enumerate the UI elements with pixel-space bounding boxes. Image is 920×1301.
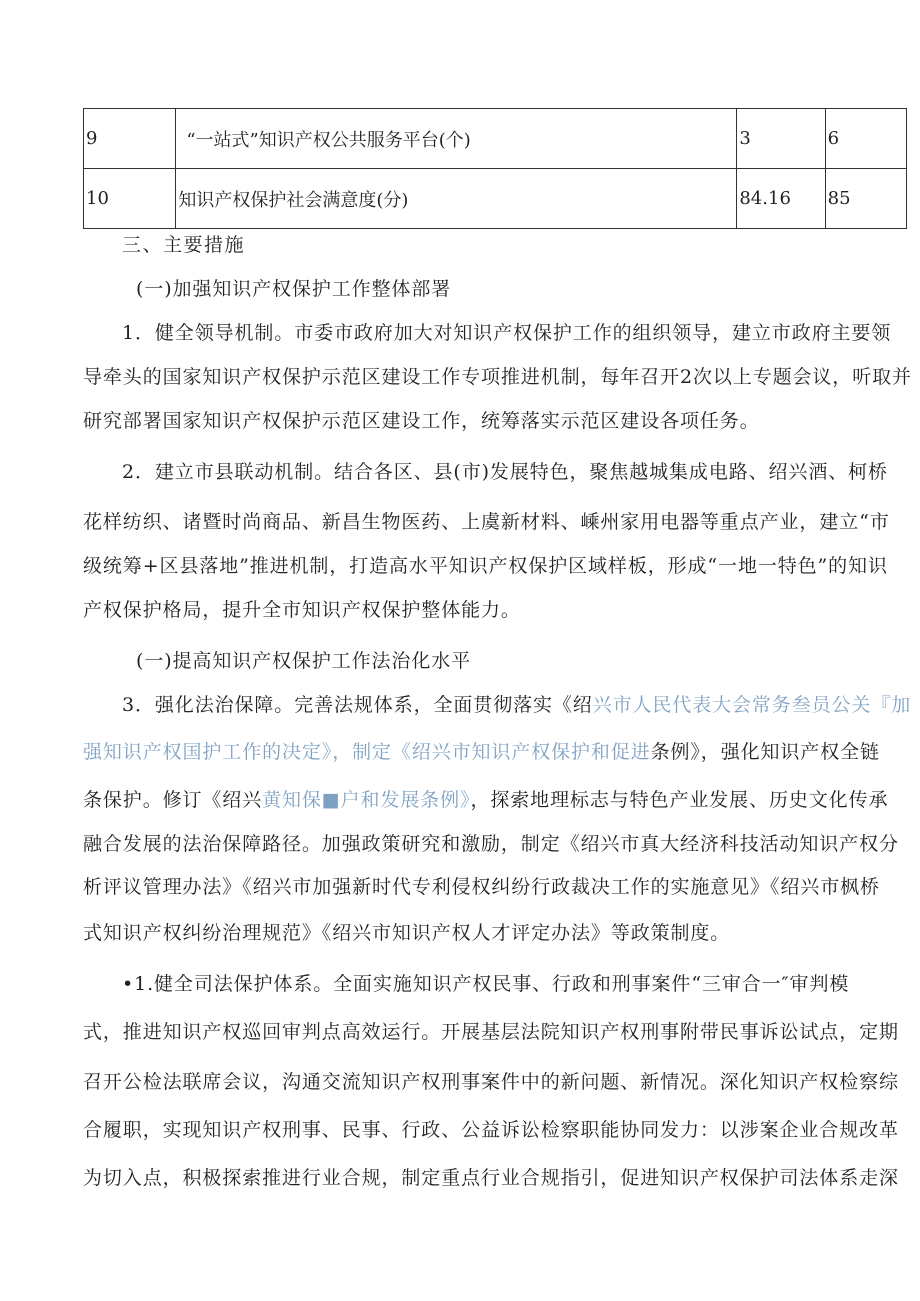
paragraph-line: 级统筹+区县落地”推进机制，打造高水平知识产权保护区域样板，形成“一地一特色”的知识 — [83, 555, 888, 577]
paragraph-line: 融合发展的法治保障路径。加强政策研究和激励，制定《绍兴市真大经济科技活动知识产权分 — [83, 833, 899, 855]
paragraph-line: 式知识产权纠纷治理规范》《绍兴市知识产权人才评定办法》等政策制度。 — [83, 922, 731, 944]
paragraph-line: 导牵头的国家知识产权保护示范区建设工作专项推进机制，每年召开2次以上专题会议，听取并 — [83, 366, 912, 388]
target-value: 85 — [825, 169, 906, 229]
subsection-title: (一)加强知识产权保护工作整体部署 — [136, 278, 452, 300]
table-row — [84, 169, 907, 229]
faded-text-run: 兴市人民代表大会常务叁员公关『加 — [592, 694, 912, 716]
table-row — [84, 109, 907, 169]
baseline-value: 3 — [737, 109, 825, 169]
paragraph-line: 产权保护格局，提升全市知识产权保护整体能力。 — [83, 599, 521, 621]
text-run: ，探索地理标志与特色产业发展、历史文化传承 — [470, 789, 889, 811]
subsection-title: (一)提高知识产权保护工作法治化水平 — [136, 650, 472, 672]
paragraph-line — [83, 737, 907, 767]
text-run: 条保护。修订《绍兴 — [83, 789, 263, 811]
paragraph-line — [83, 785, 907, 815]
baseline-value: 84.16 — [737, 169, 825, 229]
indicator-name: 知识产权保护社会满意度(分) — [176, 169, 737, 229]
indicator-table — [83, 108, 907, 229]
faded-text-run: 强知识产权国护工作的决定》，制定《绍兴市知识产权保护和促进 — [83, 741, 651, 763]
paragraph-line: 研究部署国家知识产权保护示范区建设工作，统筹落实示范区建设各项任务。 — [83, 410, 760, 432]
paragraph-line: 为切入点，积极探索推进行业合规，制定重点行业合规指引，促进知识产权保护司法体系走深 — [83, 1167, 899, 1189]
paragraph-line: 式，推进知识产权巡回审判点高效运行。开展基层法院知识产权刑事附带民事诉讼试点，定期 — [83, 1021, 899, 1043]
target-value: 6 — [825, 109, 906, 169]
paragraph-line: •1.健全司法保护体系。全面实施知识产权民事、行政和刑事案件“三审合一″审判模 — [122, 973, 850, 995]
paragraph-line: 召开公检法联席会议，沟通交流知识产权刑事案件中的新问题、新情况。深化知识产权检察综 — [83, 1071, 899, 1093]
row-number: 10 — [84, 169, 176, 229]
text-run: 条例》，强化知识产权全链 — [650, 741, 880, 763]
paragraph-line: 2．建立市县联动机制。结合各区、县(市)发展特色，聚焦越城集成电路、绍兴酒、柯桥 — [122, 461, 888, 483]
row-number: 9 — [84, 109, 176, 169]
text-run: 3．强化法治保障。完善法规体系，全面贯彻落实《绍 — [122, 694, 593, 716]
indicator-name: “一站式”知识产权公共服务平台(个) — [176, 109, 737, 169]
paragraph-line: 合履职，实现知识产权刑事、民事、行政、公益诉讼检察职能协同发力：以涉案企业合规改革 — [83, 1119, 899, 1141]
paragraph-line: 析评议管理办法》《绍兴市加强新时代专利侵权纠纷行政裁决工作的实施意见》《绍兴市枫桥 — [83, 876, 880, 898]
faded-text-run: 黄知保■户和发展条例》 — [262, 789, 471, 811]
paragraph-line: 花样纺织、诸暨时尚商品、新昌生物医药、上虞新材料、嵊州家用电器等重点产业，建立“市 — [83, 511, 890, 533]
paragraph-line — [122, 690, 912, 720]
section-title: 三、主要措施 — [122, 234, 246, 256]
paragraph-line: 1．健全领导机制。市委市政府加大对知识产权保护工作的组织领导，建立市政府主要领 — [122, 322, 892, 344]
